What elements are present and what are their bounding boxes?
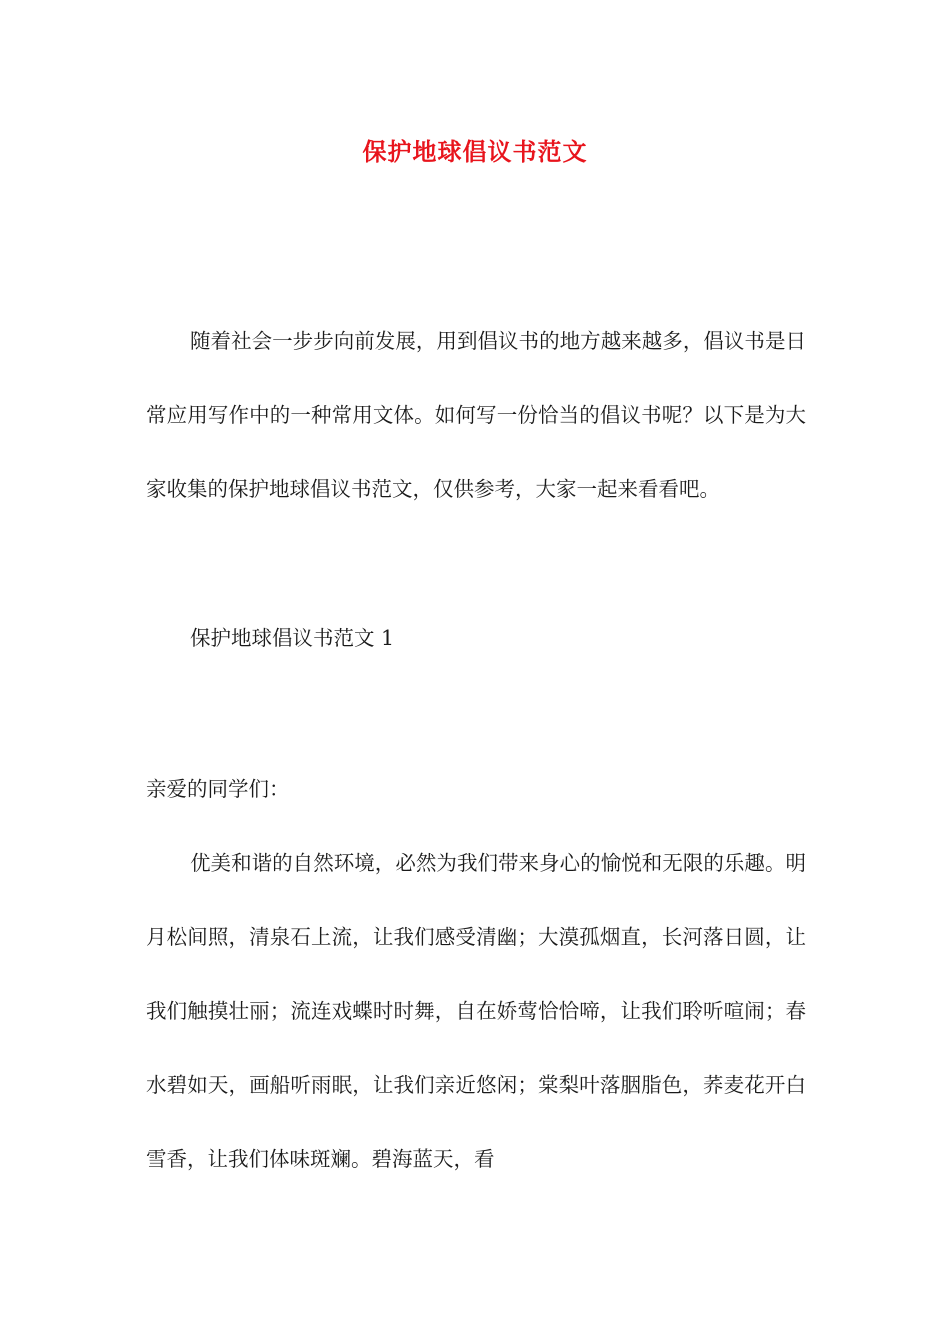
intro-paragraph: 随着社会一步步向前发展，用到倡议书的地方越来越多，倡议书是日常应用写作中的一种常用文体。如何写一份恰当的倡议书呢？以下是为大家收集的保护地球倡议书范文，仅供参考，大家一起来看看吧。 (146, 329, 806, 501)
section-heading: 保护地球倡议书范文 1 (190, 626, 395, 650)
salutation: 亲爱的同学们： (146, 777, 290, 801)
document-title: 保护地球倡议书范文 (362, 137, 588, 166)
body-paragraph: 优美和谐的自然环境，必然为我们带来身心的愉悦和无限的乐趣。明月松间照，清泉石上流，让我们感受清幽；大漠孤烟直，长河落日圆，让我们触摸壮丽；流连戏蝶时时舞，自在娇莺恰恰啼，让我们聆听喧闹；春水碧如天，画船听雨眠，让我们亲近悠闲；棠梨叶落胭脂色，荞麦花开白雪香，让我们体味斑斓。碧海蓝天，看 (146, 851, 806, 1171)
